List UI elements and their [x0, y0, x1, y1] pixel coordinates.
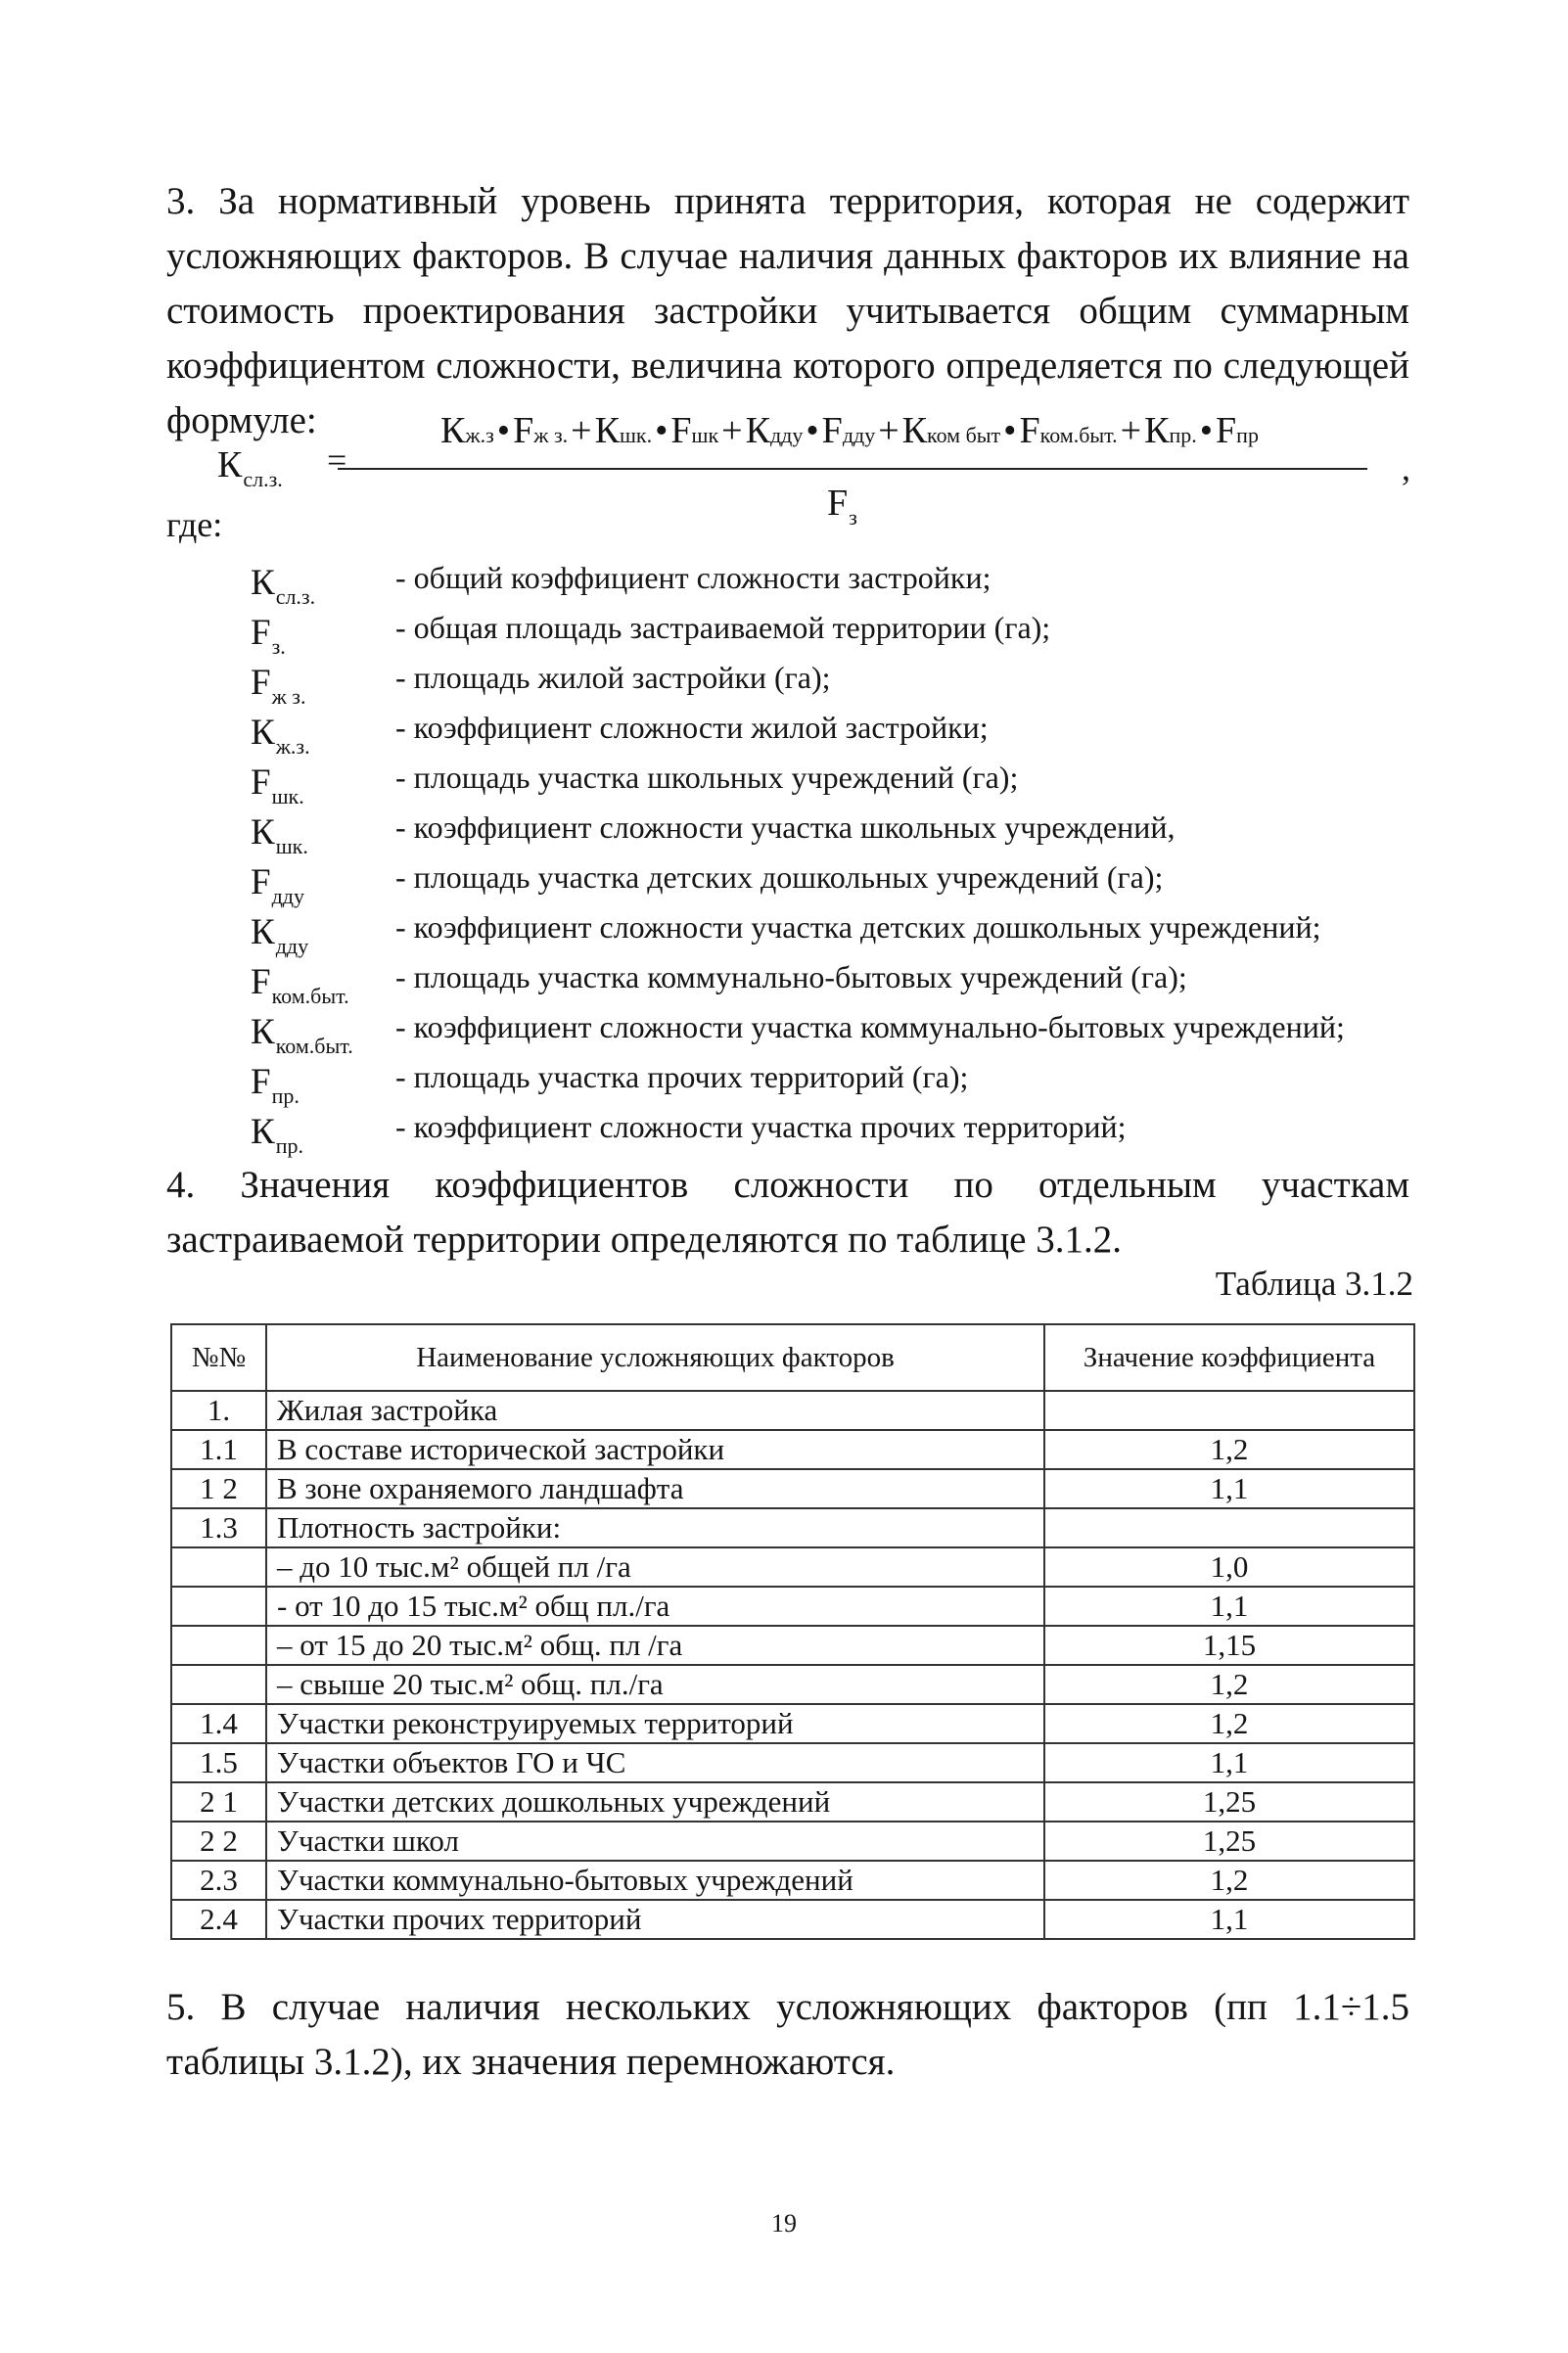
definition-symbol-subscript: з. — [271, 634, 286, 659]
numerator-operator: + — [721, 410, 743, 451]
numerator-subscript: ж.з — [465, 423, 494, 447]
definition-item — [251, 758, 1425, 807]
numerator-symbol: F — [821, 410, 843, 451]
header-factor-name: Наименование усложняющих факторов — [266, 1324, 1044, 1391]
row-factor-name: Участки прочих территорий — [266, 1900, 1044, 1939]
definition-description: - общая площадь застраиваемой территории (га); — [395, 610, 1051, 645]
table-header-row — [171, 1324, 1414, 1391]
table-body — [171, 1391, 1414, 1939]
paragraph-5: 5. В случае наличия нескольких усложняющих факторов (пп 1.1÷1.5 таблицы 3.1.2), их значения перемножаются. — [166, 1986, 1409, 2083]
numerator-subscript: дду — [842, 423, 876, 447]
row-factor-name: Участки детских дошкольных учреждений — [266, 1782, 1044, 1822]
row-coefficient-value: 1,1 — [1044, 1743, 1414, 1782]
definition-symbol-letter: К — [251, 812, 275, 853]
denominator-subscript: з — [849, 505, 857, 530]
numerator-term — [1216, 410, 1265, 451]
row-factor-name: Участки школ — [266, 1822, 1044, 1861]
numerator-operator: • — [1003, 410, 1017, 451]
definition-symbol — [251, 1061, 300, 1108]
table-row — [171, 1822, 1414, 1861]
row-number: 1.5 — [171, 1743, 266, 1782]
row-factor-name: – до 10 тыс.м² общей пл /га — [266, 1547, 1044, 1587]
row-factor-name: Плотность застройки: — [266, 1508, 1044, 1547]
numerator-operator: + — [571, 410, 592, 451]
definition-description: - площадь участка школьных учреждений (га); — [395, 760, 1019, 795]
definition-symbol-subscript: шк. — [275, 834, 308, 858]
definition-symbol-subscript: шк. — [271, 784, 304, 808]
row-factor-name: В составе исторической застройки — [266, 1430, 1044, 1469]
numerator-term — [746, 410, 822, 451]
numerator-operator: + — [878, 410, 899, 451]
definition-item — [251, 957, 1425, 1007]
paragraph-4: 4. Значения коэффициентов сложности по отдельным участкам застраиваемой территории определяются по таблице 3.1.2. — [166, 1164, 1409, 1261]
formula-comma: , — [1402, 448, 1410, 487]
table-row — [171, 1508, 1414, 1547]
table-row — [171, 1861, 1414, 1900]
row-coefficient-value: 1,2 — [1044, 1704, 1414, 1743]
table-row — [171, 1704, 1414, 1743]
definition-symbol — [251, 961, 349, 1008]
row-coefficient-value — [1044, 1508, 1414, 1547]
header-coefficient-value: Значение коэффициента — [1044, 1324, 1414, 1391]
formula-lhs-subscript: сл.з. — [243, 467, 283, 491]
table-caption: Таблица 3.1.2 — [1215, 1265, 1413, 1303]
numerator-subscript: ж з. — [533, 423, 569, 447]
table-row — [171, 1743, 1414, 1782]
definition-symbol — [251, 1011, 353, 1058]
definition-symbol — [251, 1111, 303, 1158]
row-factor-name: Жилая застройка — [266, 1391, 1044, 1430]
row-factor-name: - от 10 до 15 тыс.м² общ пл./га — [266, 1587, 1044, 1626]
numerator-term — [513, 410, 594, 451]
numerator-subscript: шк — [691, 423, 719, 447]
definition-description: - площадь участка детских дошкольных учреждений (га); — [395, 859, 1164, 895]
definition-item — [251, 807, 1425, 857]
definition-symbol-subscript: пр. — [275, 1133, 303, 1158]
row-factor-name: Участки реконструируемых территорий — [266, 1704, 1044, 1743]
row-number: 2.3 — [171, 1861, 266, 1900]
definition-symbol-subscript: ком.быт. — [275, 1034, 353, 1058]
numerator-symbol: К — [440, 410, 466, 451]
definition-symbol-letter: F — [251, 1062, 271, 1102]
row-number — [171, 1547, 266, 1587]
numerator-term — [595, 410, 671, 451]
row-coefficient-value — [1044, 1391, 1414, 1430]
definition-symbol — [251, 662, 306, 709]
row-coefficient-value: 1,1 — [1044, 1900, 1414, 1939]
definition-symbol — [251, 861, 304, 908]
numerator-term — [822, 410, 902, 451]
definition-symbol-subscript: ком.быт. — [271, 984, 349, 1008]
definition-item — [251, 907, 1425, 957]
row-number: 2 1 — [171, 1782, 266, 1822]
definition-symbol-subscript: ж.з. — [275, 734, 310, 759]
definition-description: - общий коэффициент сложности застройки; — [395, 560, 992, 595]
row-coefficient-value: 1,2 — [1044, 1665, 1414, 1704]
row-factor-name: – от 15 до 20 тыс.м² общ. пл /га — [266, 1626, 1044, 1665]
definition-symbol-letter: F — [251, 862, 271, 902]
table-row — [171, 1547, 1414, 1587]
definition-item — [251, 1107, 1425, 1157]
numerator-subscript: дду — [769, 423, 804, 447]
numerator-operator: + — [1120, 410, 1142, 451]
definition-symbol-letter: F — [251, 762, 271, 803]
definition-description: - коэффициент сложности участка детских дошкольных учреждений; — [395, 909, 1321, 945]
row-number — [171, 1665, 266, 1704]
definition-description: - коэффициент сложности участка прочих территорий; — [395, 1109, 1127, 1144]
coefficients-table — [170, 1323, 1415, 1940]
definition-item — [251, 708, 1425, 758]
formula-denominator — [827, 482, 857, 530]
numerator-symbol: К — [594, 410, 620, 451]
denominator-symbol: F — [827, 483, 849, 524]
definition-item — [251, 1007, 1425, 1057]
row-coefficient-value: 1,0 — [1044, 1547, 1414, 1587]
row-number: 1.1 — [171, 1430, 266, 1469]
paragraph-3: 3. За нормативный уровень принята территория, которая не содержит усложняющих факторов. В случае наличия данных факторов их влияние на стоимость проектирования застройки учитывается общим суммарным коэффициентом сложности, величина которого определяется по следующей формуле: — [166, 180, 1409, 441]
definition-description: - площадь жилой застройки (га); — [395, 660, 831, 695]
row-number: 1.4 — [171, 1704, 266, 1743]
row-coefficient-value: 1,1 — [1044, 1469, 1414, 1508]
definition-symbol-letter: F — [251, 613, 271, 653]
row-coefficient-value: 1,25 — [1044, 1782, 1414, 1822]
row-number: 1 2 — [171, 1469, 266, 1508]
row-coefficient-value: 1,2 — [1044, 1861, 1414, 1900]
definition-item — [251, 857, 1425, 907]
definition-symbol — [251, 911, 309, 958]
definition-symbol-letter: К — [251, 912, 275, 952]
definition-item — [251, 558, 1425, 608]
row-coefficient-value: 1,15 — [1044, 1626, 1414, 1665]
where-label: где: — [166, 505, 223, 544]
numerator-operator: • — [496, 410, 511, 451]
definition-description: - коэффициент сложности участка школьных учреждений, — [395, 809, 1176, 845]
definition-symbol-letter: F — [251, 663, 271, 703]
row-factor-name: Участки объектов ГО и ЧС — [266, 1743, 1044, 1782]
table-row — [171, 1391, 1414, 1430]
numerator-symbol: К — [901, 410, 927, 451]
definition-description: - площадь участка прочих территорий (га); — [395, 1059, 969, 1094]
row-number: 1.3 — [171, 1508, 266, 1547]
table-row — [171, 1626, 1414, 1665]
table-row — [171, 1665, 1414, 1704]
definition-symbol — [251, 562, 316, 609]
table-row — [171, 1430, 1414, 1469]
numerator-term — [902, 410, 1020, 451]
numerator-symbol: F — [513, 410, 534, 451]
table-row — [171, 1587, 1414, 1626]
numerator-subscript: пр. — [1169, 423, 1197, 447]
row-number: 2.4 — [171, 1900, 266, 1939]
table-row — [171, 1900, 1414, 1939]
numerator-symbol: F — [670, 410, 692, 451]
definition-symbol — [251, 761, 304, 808]
definition-symbol-letter: К — [251, 713, 275, 753]
definition-symbol — [251, 712, 310, 759]
definition-list — [251, 558, 1425, 1157]
definition-description: - площадь участка коммунально-бытовых учреждений (га); — [395, 959, 1187, 994]
numerator-symbol: F — [1216, 410, 1237, 451]
definition-symbol-letter: К — [251, 563, 275, 603]
definition-description: - коэффициент сложности участка коммунально-бытовых учреждений; — [395, 1009, 1345, 1044]
numerator-operator: • — [1199, 410, 1214, 451]
formula-equals: = — [327, 440, 347, 480]
numerator-operator: • — [806, 410, 819, 451]
row-factor-name: В зоне охраняемого ландшафта — [266, 1469, 1044, 1508]
row-factor-name: – свыше 20 тыс.м² общ. пл./га — [266, 1665, 1044, 1704]
numerator-term — [1019, 410, 1144, 451]
fraction-line — [338, 468, 1367, 470]
definition-item — [251, 658, 1425, 708]
definition-item — [251, 1057, 1425, 1107]
row-coefficient-value: 1,2 — [1044, 1430, 1414, 1469]
definition-symbol-letter: К — [251, 1012, 275, 1052]
definition-symbol — [251, 811, 308, 858]
row-number: 1. — [171, 1391, 266, 1430]
row-coefficient-value: 1,1 — [1044, 1587, 1414, 1626]
numerator-term — [440, 410, 513, 451]
numerator-symbol: К — [745, 410, 770, 451]
row-factor-name: Участки коммунально-бытовых учреждений — [266, 1861, 1044, 1900]
numerator-symbol: F — [1019, 410, 1040, 451]
row-coefficient-value: 1,25 — [1044, 1822, 1414, 1861]
definition-symbol-subscript: дду — [275, 934, 309, 958]
definition-symbol-letter: F — [251, 962, 271, 1002]
definition-symbol-subscript: ж з. — [271, 684, 306, 709]
formula-lhs-symbol: К — [217, 444, 243, 485]
definition-symbol — [251, 612, 286, 659]
row-number — [171, 1587, 266, 1626]
row-number — [171, 1626, 266, 1665]
numerator-subscript: пр — [1236, 423, 1259, 447]
definition-item — [251, 608, 1425, 658]
numerator-term — [1144, 410, 1216, 451]
definition-symbol-subscript: сл.з. — [275, 584, 316, 609]
formula-lhs — [217, 443, 283, 491]
definition-symbol-subscript: дду — [271, 884, 304, 908]
definition-description: - коэффициент сложности жилой застройки; — [395, 710, 989, 745]
numerator-subscript: ком.быт. — [1039, 423, 1118, 447]
formula-numerator — [338, 409, 1367, 452]
header-number: №№ — [171, 1324, 266, 1391]
numerator-term — [670, 410, 745, 451]
numerator-subscript: ком быт — [927, 423, 1001, 447]
numerator-subscript: шк. — [619, 423, 653, 447]
table-row — [171, 1469, 1414, 1508]
numerator-symbol: К — [1144, 410, 1170, 451]
definition-symbol-subscript: пр. — [271, 1084, 300, 1108]
table-row — [171, 1782, 1414, 1822]
numerator-operator: • — [655, 410, 669, 451]
page-number: 19 — [771, 2209, 797, 2238]
definition-symbol-letter: К — [251, 1112, 275, 1152]
row-number: 2 2 — [171, 1822, 266, 1861]
